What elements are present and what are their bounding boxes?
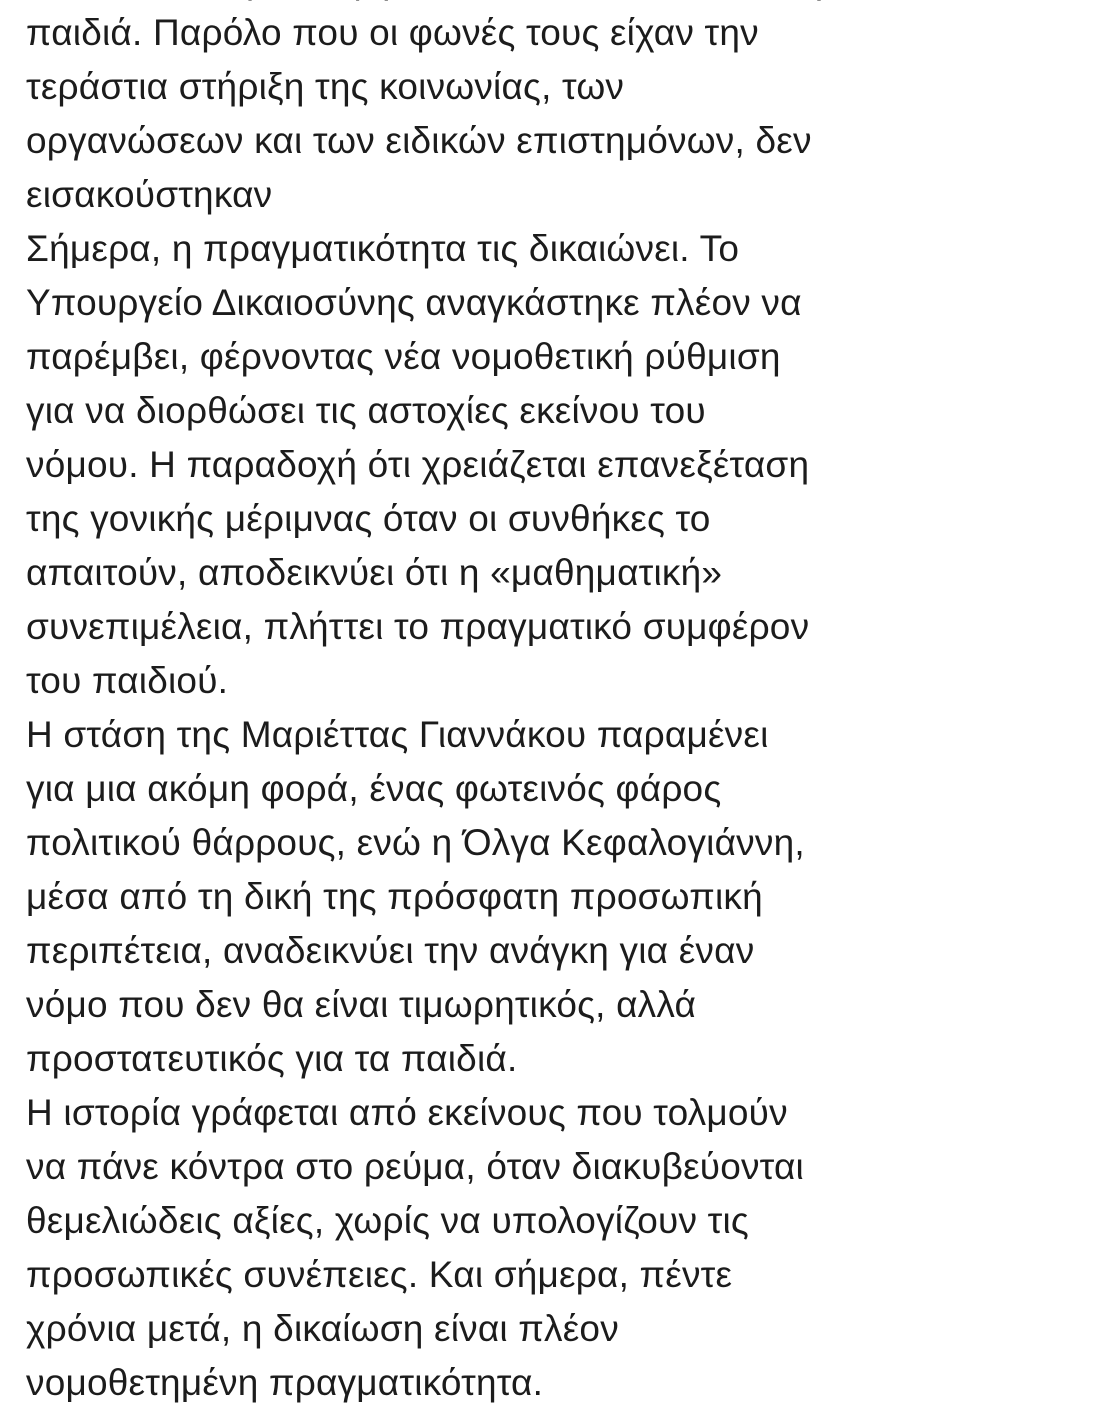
post-text-line: παιδιά. Παρόλο που οι φωνές τους είχαν την bbox=[26, 12, 759, 53]
post-text-line: περιπέτεια, αναδεικνύει την ανάγκη για έναν bbox=[26, 930, 755, 971]
post-text-line: να πάνε κόντρα στο ρεύμα, όταν διακυβεύονται bbox=[26, 1146, 804, 1187]
post-text-line: θεμελιώδεις αξίες, χωρίς να υπολογίζουν τις bbox=[26, 1200, 749, 1241]
post-text-line: για μια ακόμη φορά, ένας φωτεινός φάρος bbox=[26, 768, 722, 809]
post-text-line: νόμου. Η παραδοχή ότι χρειάζεται επανεξέταση bbox=[26, 444, 810, 485]
post-text-line: συνεπιμέλεια, πλήττει το πραγματικό συμφέρον bbox=[26, 606, 810, 647]
post-text-line: της γονικής μέριμνας όταν οι συνθήκες το bbox=[26, 498, 711, 539]
post-body-text bbox=[26, 6, 946, 1410]
post-text-line: Η ιστορία γράφεται από εκείνους που τολμούν bbox=[26, 1092, 788, 1133]
post-text-line: εισακούστηκαν bbox=[26, 174, 273, 215]
post-text-line: οργανώσεων και των ειδικών επιστημόνων, δεν bbox=[26, 120, 812, 161]
post-text-line: προστατευτικός για τα παιδιά. bbox=[26, 1038, 518, 1079]
post-text-line: τεράστια στήριξη της κοινωνίας, των bbox=[26, 66, 625, 107]
post-text-line: Σήμερα, η πραγματικότητα τις δικαιώνει. Το bbox=[26, 228, 740, 269]
post-text-line: του παιδιού. bbox=[26, 660, 229, 701]
post-text-line: μέσα από τη δική της πρόσφατη προσωπική bbox=[26, 876, 763, 917]
post-text-line: νομοθετημένη πραγματικότητα. bbox=[26, 1362, 544, 1403]
post-text-line: προσωπικές συνέπειες. Και σήμερα, πέντε bbox=[26, 1254, 733, 1295]
post-text-line: νόμο που δεν θα είναι τιμωρητικός, αλλά bbox=[26, 984, 697, 1025]
post-text-line: απαιτούν, αποδεικνύει ότι η «μαθηματική» bbox=[26, 552, 723, 593]
post-text-line: παρέμβει, φέρνοντας νέα νομοθετική ρύθμιση bbox=[26, 336, 781, 377]
post-text-line: για να διορθώσει τις αστοχίες εκείνου του bbox=[26, 390, 706, 431]
post-text-line: χρόνια μετά, η δικαίωση είναι πλέον bbox=[26, 1308, 619, 1349]
post-text-line: Υπουργείο Δικαιοσύνης αναγκάστηκε πλέον να bbox=[26, 282, 802, 323]
post-text-line: Η στάση της Μαριέττας Γιαννάκου παραμένει bbox=[26, 714, 769, 755]
post-text-line: πολιτικού θάρρους, ενώ η Όλγα Κεφαλογιάννη, bbox=[26, 822, 805, 863]
